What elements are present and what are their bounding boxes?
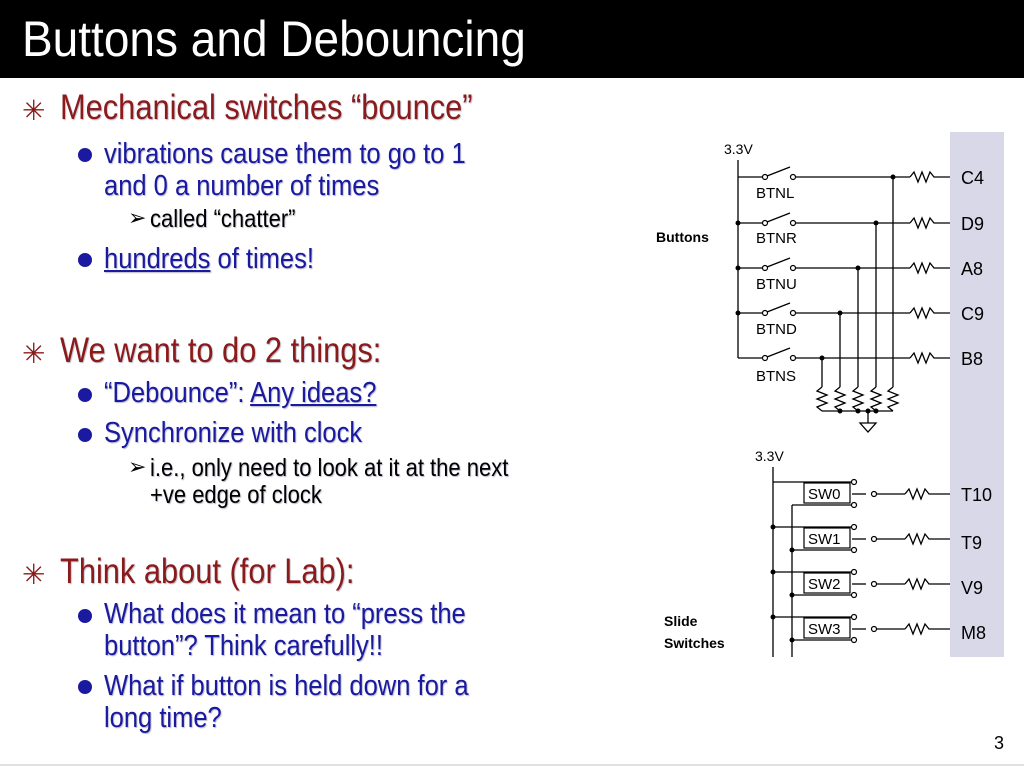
btn-label-btnr: BTNR [756,230,797,247]
arrow-marker: ➢ [128,454,147,479]
switches-label-line1: Slide [664,613,698,629]
bullet-dot [78,148,92,162]
bullet-ie-line2: +ve edge of clock [150,481,322,509]
sw-label-sw3: SW3 [808,621,841,638]
vcc-label-switches: 3.3V [755,448,784,464]
bullet-press-line2: button”? Think carefully!! [104,630,383,662]
pin-label-c9: C9 [961,304,985,324]
sw-label-sw0: SW0 [808,486,841,503]
sw-label-sw1: SW1 [808,531,841,548]
bullet-marker: ✳ [22,338,46,369]
bullet-marker: ✳ [22,95,46,126]
pin-label-b8: B8 [961,349,984,369]
bottom-divider [0,764,1024,766]
pin-label-c4: C4 [961,168,985,188]
bullet-marker: ✳ [22,559,46,590]
pin-label-m8: M8 [961,623,987,643]
btn-label-btnd: BTND [756,321,797,338]
pin-label-d9: D9 [961,214,985,234]
bullet-mechanical-switches: Mechanical switches “bounce” [60,88,473,127]
bullet-vibrations-line1: vibrations cause them to go to 1 [104,138,466,170]
bullet-dot [78,680,92,694]
bullet-synchronize: Synchronize with clock [104,417,363,449]
bullet-vibrations-line2: and 0 a number of times [104,170,380,202]
btn-label-btnl: BTNL [756,185,795,202]
bullet-think-about: Think about (for Lab): [60,552,355,591]
slide-title: Buttons and Debouncing [22,11,526,67]
bullet-held-line2: long time? [104,702,222,734]
pin-label-t9: T9 [961,533,983,553]
debounce-label: “Debounce”: [104,377,251,409]
circuit-diagram [640,125,1020,665]
bullet-dot [78,388,92,402]
bullet-two-things: We want to do 2 things: [60,331,382,370]
bullet-chatter: called “chatter” [150,205,296,233]
bullet-held-line1: What if button is held down for a [104,670,469,702]
switches-label-line2: Switches [664,635,725,651]
buttons-label: Buttons [656,229,709,245]
pin-label-a8: A8 [961,259,984,279]
btn-label-btns: BTNS [756,368,797,385]
arrow-marker: ➢ [128,205,147,230]
vcc-label-buttons: 3.3V [724,141,753,157]
sw-label-sw2: SW2 [808,576,841,593]
bullet-ie-line1: i.e., only need to look at it at the next [150,454,509,482]
page-number: 3 [994,733,1005,753]
hundreds-link-text: hundreds [104,243,211,275]
bullet-dot [78,253,92,267]
pin-label-t10: T10 [961,485,993,505]
btn-label-btnu: BTNU [756,276,797,293]
pin-label-v9: V9 [961,578,984,598]
bullet-hundreds [104,243,314,275]
bullet-dot [78,609,92,623]
bullet-debounce [104,377,376,409]
any-ideas-text: Any ideas? [250,377,377,409]
bullet-press-line1: What does it mean to “press the [104,598,466,630]
hundreds-rest: of times! [210,243,314,275]
bullet-dot [78,428,92,442]
